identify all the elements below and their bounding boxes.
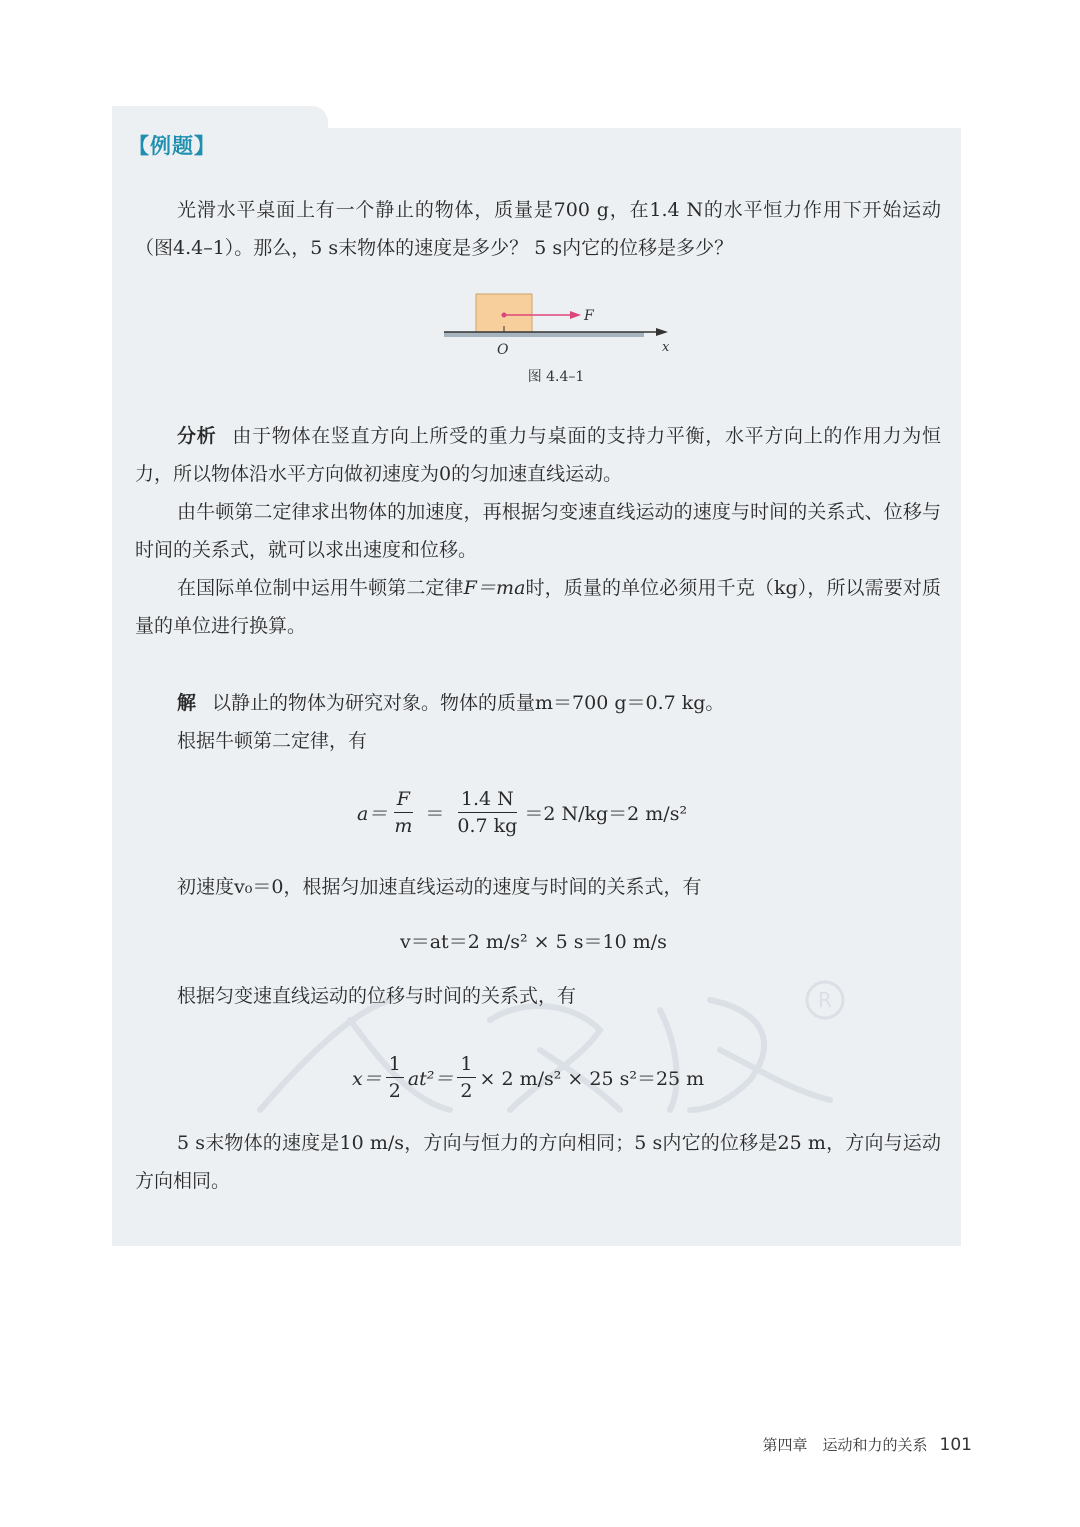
fraction-f-over-m: $\frac{F}{m}$ [394, 788, 413, 837]
x-axis-arrow-icon [656, 328, 668, 336]
formula-3-rhs: × 2 m/s² × 25 s²＝25 m [479, 1068, 705, 1090]
svg-text:R: R [818, 988, 832, 1012]
publisher-watermark [240, 960, 860, 1130]
origin-label: O [497, 342, 509, 358]
analysis-text-3c: 时，质量的单位必须用千克（kg），所以需要对质量的单位进行换算。 [135, 577, 941, 637]
page-number: 101 [939, 1435, 972, 1455]
analysis-paragraph-1 [135, 417, 941, 493]
formula-1-rhs: ＝2 N/kg＝2 m/s² [524, 803, 688, 825]
force-label: F [584, 308, 594, 324]
problem-text: 光滑水平桌面上有一个静止的物体，质量是700 g，在1.4 N的水平恒力作用下开始运动（图4.4–1）。那么，5 s末物体的速度是多少？ 5 s内它的位移是多少？ [135, 199, 941, 259]
figure-caption: 图 4.4–1 [527, 369, 585, 385]
newton-formula: F＝ma [463, 577, 526, 599]
formula-velocity: v＝at＝2 m/s² × 5 s＝10 m/s [400, 931, 667, 953]
analysis-text-1: 由于物体在竖直方向上所受的重力与桌面的支持力平衡，水平方向上的作用力为恒力，所以物体沿水平方向做初速度为0的匀加速直线运动。 [135, 425, 941, 485]
formula-displacement [352, 1053, 704, 1102]
example-heading: 【例题】 [128, 134, 216, 158]
axis-label: x [662, 340, 670, 355]
formula-3-mid: at²＝ [407, 1068, 454, 1090]
solution-line-4: 根据匀变速直线运动的位移与时间的关系式，有 [177, 985, 577, 1007]
fraction-half-2: $\frac{1}{2}$ [457, 1053, 475, 1102]
force-arrow-head-icon [570, 311, 581, 319]
formula-1-lhs: a＝ [357, 803, 388, 825]
formula-acceleration [357, 788, 687, 837]
analysis-paragraph-3 [135, 569, 941, 645]
fraction-values: $\frac{1.4 N}{0.7 kg}$ [457, 788, 518, 837]
solution-label: 解 [177, 692, 197, 714]
force-point [502, 313, 507, 318]
solution-line-1 [177, 684, 724, 722]
solution-line-3: 初速度v₀＝0，根据匀加速直线运动的速度与时间的关系式，有 [177, 876, 702, 898]
analysis-label: 分析 [177, 425, 217, 447]
chapter-title: 第四章 运动和力的关系 [762, 1436, 928, 1454]
conclusion-text: 5 s末物体的速度是10 m/s，方向与恒力的方向相同；5 s内它的位移是25 m，方向与运动方向相同。 [135, 1132, 941, 1192]
fraction-half-1: $\frac{1}{2}$ [386, 1053, 404, 1102]
solution-line-2: 根据牛顿第二定律，有 [177, 730, 368, 752]
analysis-paragraph-2: 由牛顿第二定律求出物体的加速度，再根据匀变速直线运动的速度与时间的关系式、位移与时间的关系式，就可以求出速度和位移。 [135, 501, 941, 561]
figure-4-4-1 [440, 290, 680, 360]
formula-1-eq: ＝ [425, 803, 445, 825]
page-footer [763, 1434, 972, 1455]
analysis-text-3a: 在国际单位制中运用牛顿第二定律 [177, 577, 464, 599]
solution-text-1: 以静止的物体为研究对象。物体的质量m＝700 g＝0.7 kg。 [212, 692, 725, 714]
formula-3-lhs: x＝ [352, 1068, 382, 1090]
